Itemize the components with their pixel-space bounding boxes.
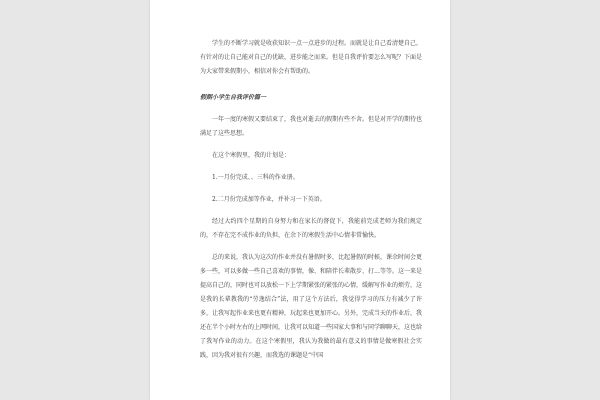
list-item-2: 2.二月份完成加等作业，并补习一下英语。 <box>212 196 326 203</box>
intro-paragraph: 学生的不断学习就是收获知识一点一点进步的过程。而就是让自己看清楚自己，有针对的让自己能对自己的优缺，进步能之而来。但是自我评价要怎么写呢？下面是为大家带来假期小，相信对你会有帮助的。 <box>200 40 423 75</box>
paragraph-3: 经过大约四个星期的自身努力和在家长的督促下，我能前完成老师为我们规定的，不存在完不成作业的负担，在余下的寒假生活中心情非常愉快。 <box>200 218 422 239</box>
list-item-1: 1.一月份完成、、三科的作业册。 <box>212 174 299 181</box>
paragraph-2: 在这个寒假里，我的计划是： <box>212 152 291 159</box>
section-heading: 假期小学生自我评价篇一 <box>200 94 267 101</box>
document-page <box>150 0 450 400</box>
paragraph-4: 总的来说，我认为这次的作业并没有暑假时多，比起暑假的时候，课余时间会更多一些，可以多做一些自己喜欢的事情，像、和陪伴长辈散步、打…等等。这一来是提高自己的，同时也可以放松一下上学期紧张的紧张的心情，缓解写作业的烦劳，这是我的长辈教我的“劳逸结合”法，用了这个方法后，我觉得学习的压力有减少了许多，让我写起作业来也更有精神，玩起来也更加开心。另外，完成当天的作业后，我还在半个小时左右的上网时间，让我可以知道一些国家大事和与同学聊聊天，这也给了我写作业的动力。在这个寒假里，我认为我做的最有意义的事情是做寒假社会实践，因为我对很有兴趣，而我选的课题是“中国 <box>200 254 423 359</box>
paragraph-1: 一年一度的寒假又要结束了，我也对逝去的假期有些不舍。但是对开学的期待也满足了这些思想。 <box>200 116 423 137</box>
document-body <box>200 37 422 363</box>
